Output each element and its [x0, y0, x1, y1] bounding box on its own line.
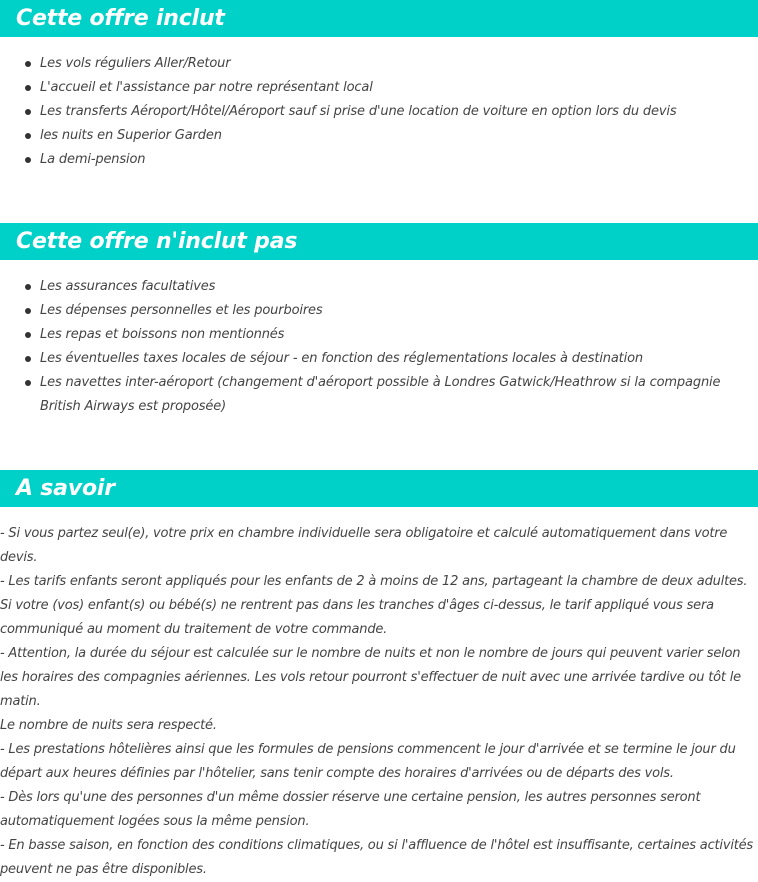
included-item: La demi-pension [0, 148, 740, 172]
excluded-header [0, 223, 758, 260]
included-item: les nuits en Superior Garden [0, 124, 740, 148]
a-savoir-line: - Si vous partez seul(e), votre prix en chambre individuelle sera obligatoire et calculé automatiquement dans votre devis. [0, 526, 728, 565]
a-savoir-line: - Attention, la durée du séjour est calculée sur le nombre de nuits et non le nombre de jours qui peuvent varier selon les horaires des compagnies aériennes. Les vols retour pourront s'effectuer de nuit avec une arrivée tardive ou tôt le matin. [0, 646, 741, 709]
excluded-item: Les assurances facultatives [0, 275, 740, 299]
a-savoir-title: A savoir [16, 476, 115, 501]
excluded-item: Les éventuelles taxes locales de séjour - en fonction des réglementations locales à destination [0, 347, 740, 371]
a-savoir-line: Le nombre de nuits sera respecté. [0, 718, 217, 733]
a-savoir-line: - Dès lors qu'une des personnes d'un même dossier réserve une certaine pension, les autres personnes seront automatiquement logées sous la même pension. [0, 790, 701, 829]
excluded-item: Les navettes inter-aéroport (changement d'aéroport possible à Londres Gatwick/Heathrow si la compagnie British Airways est proposée) [0, 371, 740, 419]
a-savoir-line: - Les prestations hôtelières ainsi que les formules de pensions commencent le jour d'arrivée et se termine le jour du départ aux heures définies par l'hôtelier, sans tenir compte des horaires d'arrivées ou de départs des vols. [0, 742, 736, 781]
included-list [0, 52, 740, 172]
a-savoir-line: - En basse saison, en fonction des conditions climatiques, ou si l'affluence de l'hôtel est insuffisante, certaines activités peuvent ne pas être disponibles. [0, 838, 753, 877]
included-header [0, 0, 758, 37]
excluded-title: Cette offre n'inclut pas [16, 229, 298, 254]
a-savoir-header [0, 470, 758, 507]
a-savoir-body [0, 522, 758, 882]
a-savoir-line: - Les tarifs enfants seront appliqués pour les enfants de 2 à moins de 12 ans, partageant la chambre de deux adultes. [0, 574, 748, 589]
excluded-list [0, 275, 740, 419]
included-item: L'accueil et l'assistance par notre représentant local [0, 76, 740, 100]
included-item: Les vols réguliers Aller/Retour [0, 52, 740, 76]
excluded-item: Les repas et boissons non mentionnés [0, 323, 740, 347]
excluded-item: Les dépenses personnelles et les pourboires [0, 299, 740, 323]
included-title: Cette offre inclut [16, 6, 225, 31]
a-savoir-line: Si votre (vos) enfant(s) ou bébé(s) ne rentrent pas dans les tranches d'âges ci-dessus, le tarif appliqué vous sera communiqué au moment du traitement de votre commande. [0, 598, 714, 637]
included-item: Les transferts Aéroport/Hôtel/Aéroport sauf si prise d'une location de voiture en option lors du devis [0, 100, 740, 124]
